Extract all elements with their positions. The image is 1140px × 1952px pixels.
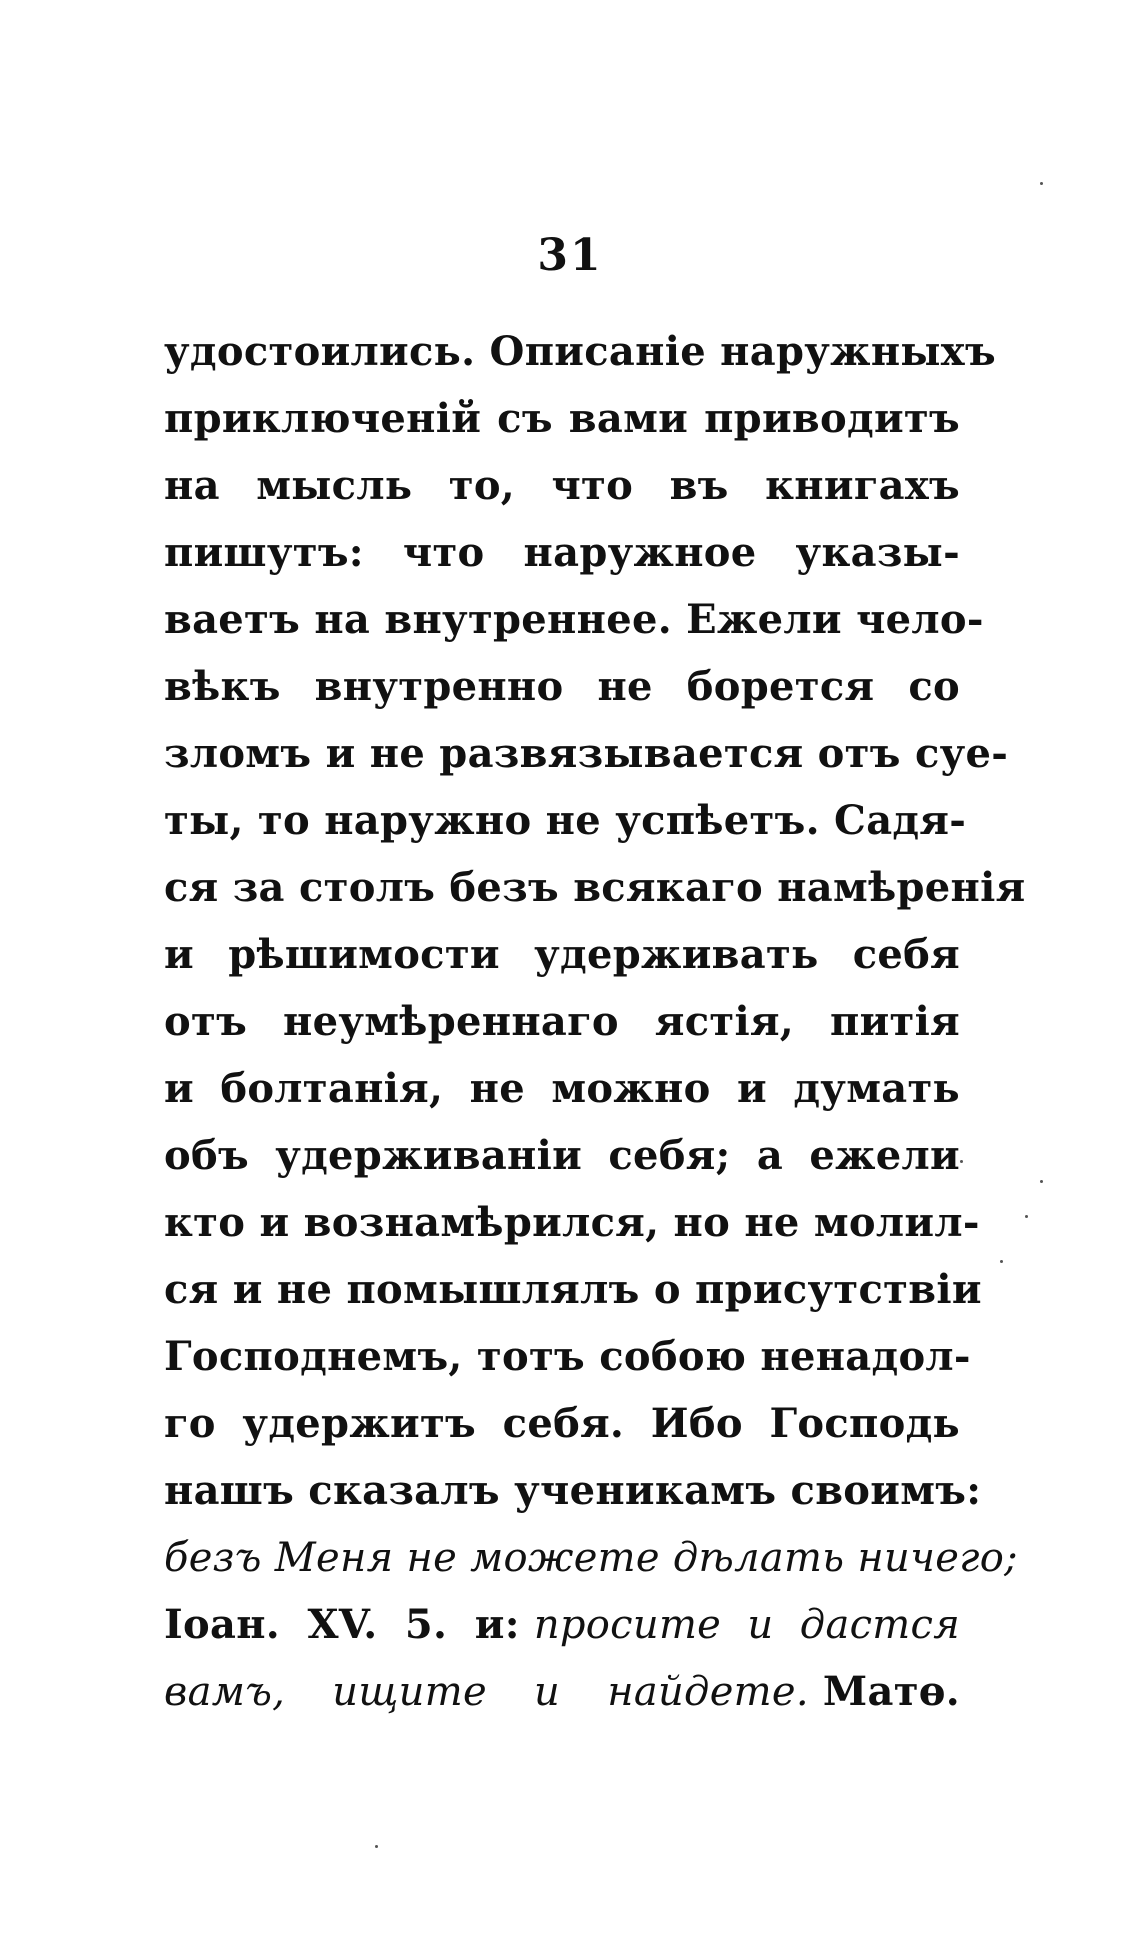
- text-line: [164, 1055, 960, 1122]
- line-text: нашъ сказалъ ученикамъ своимъ:: [164, 1467, 982, 1514]
- line-text: ся и не помышлялъ о присутствіи: [164, 1266, 982, 1313]
- scripture-reference: Матө.: [822, 1668, 960, 1715]
- line-text: зломъ и не развязывается отъ суе-: [164, 730, 1009, 777]
- line-text: вѣкъ внутренно не борется со: [164, 663, 960, 710]
- line-text: и болтанія, не можно и думать: [164, 1065, 960, 1112]
- text-line: [164, 1323, 971, 1390]
- text-line: [164, 1256, 982, 1323]
- text-line: [164, 318, 996, 385]
- line-text: ты, то наружно не успѣетъ. Садя-: [164, 797, 967, 844]
- line-text: го удержитъ себя. Ибо Господь: [164, 1400, 960, 1447]
- text-line: [164, 385, 960, 452]
- scan-speck: [1025, 1215, 1028, 1218]
- scripture-reference: Іоан. XV. 5. и:: [164, 1601, 520, 1648]
- line-text: пишутъ: что наружное указы-: [164, 529, 960, 576]
- scan-speck: [1040, 1180, 1043, 1183]
- text-line: [164, 1189, 980, 1256]
- text-line: [164, 1122, 960, 1189]
- text-line: [164, 1390, 960, 1457]
- line-text: на мысль то, что въ книгахъ: [164, 462, 960, 509]
- italic-quote: вамъ, ищите и найдете.: [164, 1669, 809, 1715]
- line-text: объ удерживаніи себя; а ежели: [164, 1132, 960, 1179]
- text-line: [164, 519, 960, 586]
- text-line: [164, 787, 967, 854]
- line-text: кто и вознамѣрился, но не молил-: [164, 1199, 980, 1246]
- scan-speck: [1000, 1260, 1003, 1263]
- line-text: отъ неумѣреннаго ястія, питія: [164, 998, 960, 1045]
- text-line: [164, 1658, 960, 1725]
- text-line: [164, 1457, 982, 1524]
- scan-speck: [375, 1845, 378, 1848]
- text-line: [164, 653, 960, 720]
- body-text: [164, 318, 1026, 1725]
- text-line: [164, 854, 1026, 921]
- italic-quote: безъ Меня не можете дѣлать ничего;: [164, 1535, 1018, 1581]
- scan-speck: [960, 1160, 963, 1163]
- text-line: [164, 921, 960, 988]
- italic-quote: просите и дастся: [533, 1602, 961, 1648]
- line-text: Господнемъ, тотъ собою ненадол-: [164, 1333, 971, 1380]
- text-line: [164, 1591, 960, 1658]
- line-text: ваетъ на внутреннее. Ежели чело-: [164, 596, 984, 643]
- text-line: [164, 452, 960, 519]
- line-text: удостоились. Описаніе наружныхъ: [164, 328, 996, 375]
- text-line: [164, 720, 1009, 787]
- text-line-italic: [164, 1524, 1018, 1591]
- text-line: [164, 988, 960, 1055]
- line-text: и рѣшимости удерживать себя: [164, 931, 960, 978]
- line-text: ся за столъ безъ всякаго намѣренія: [164, 864, 1026, 911]
- page-number: 31: [537, 230, 603, 281]
- line-text: приключеній съ вами приводитъ: [164, 395, 960, 442]
- scan-speck: [1040, 182, 1043, 185]
- text-line: [164, 586, 984, 653]
